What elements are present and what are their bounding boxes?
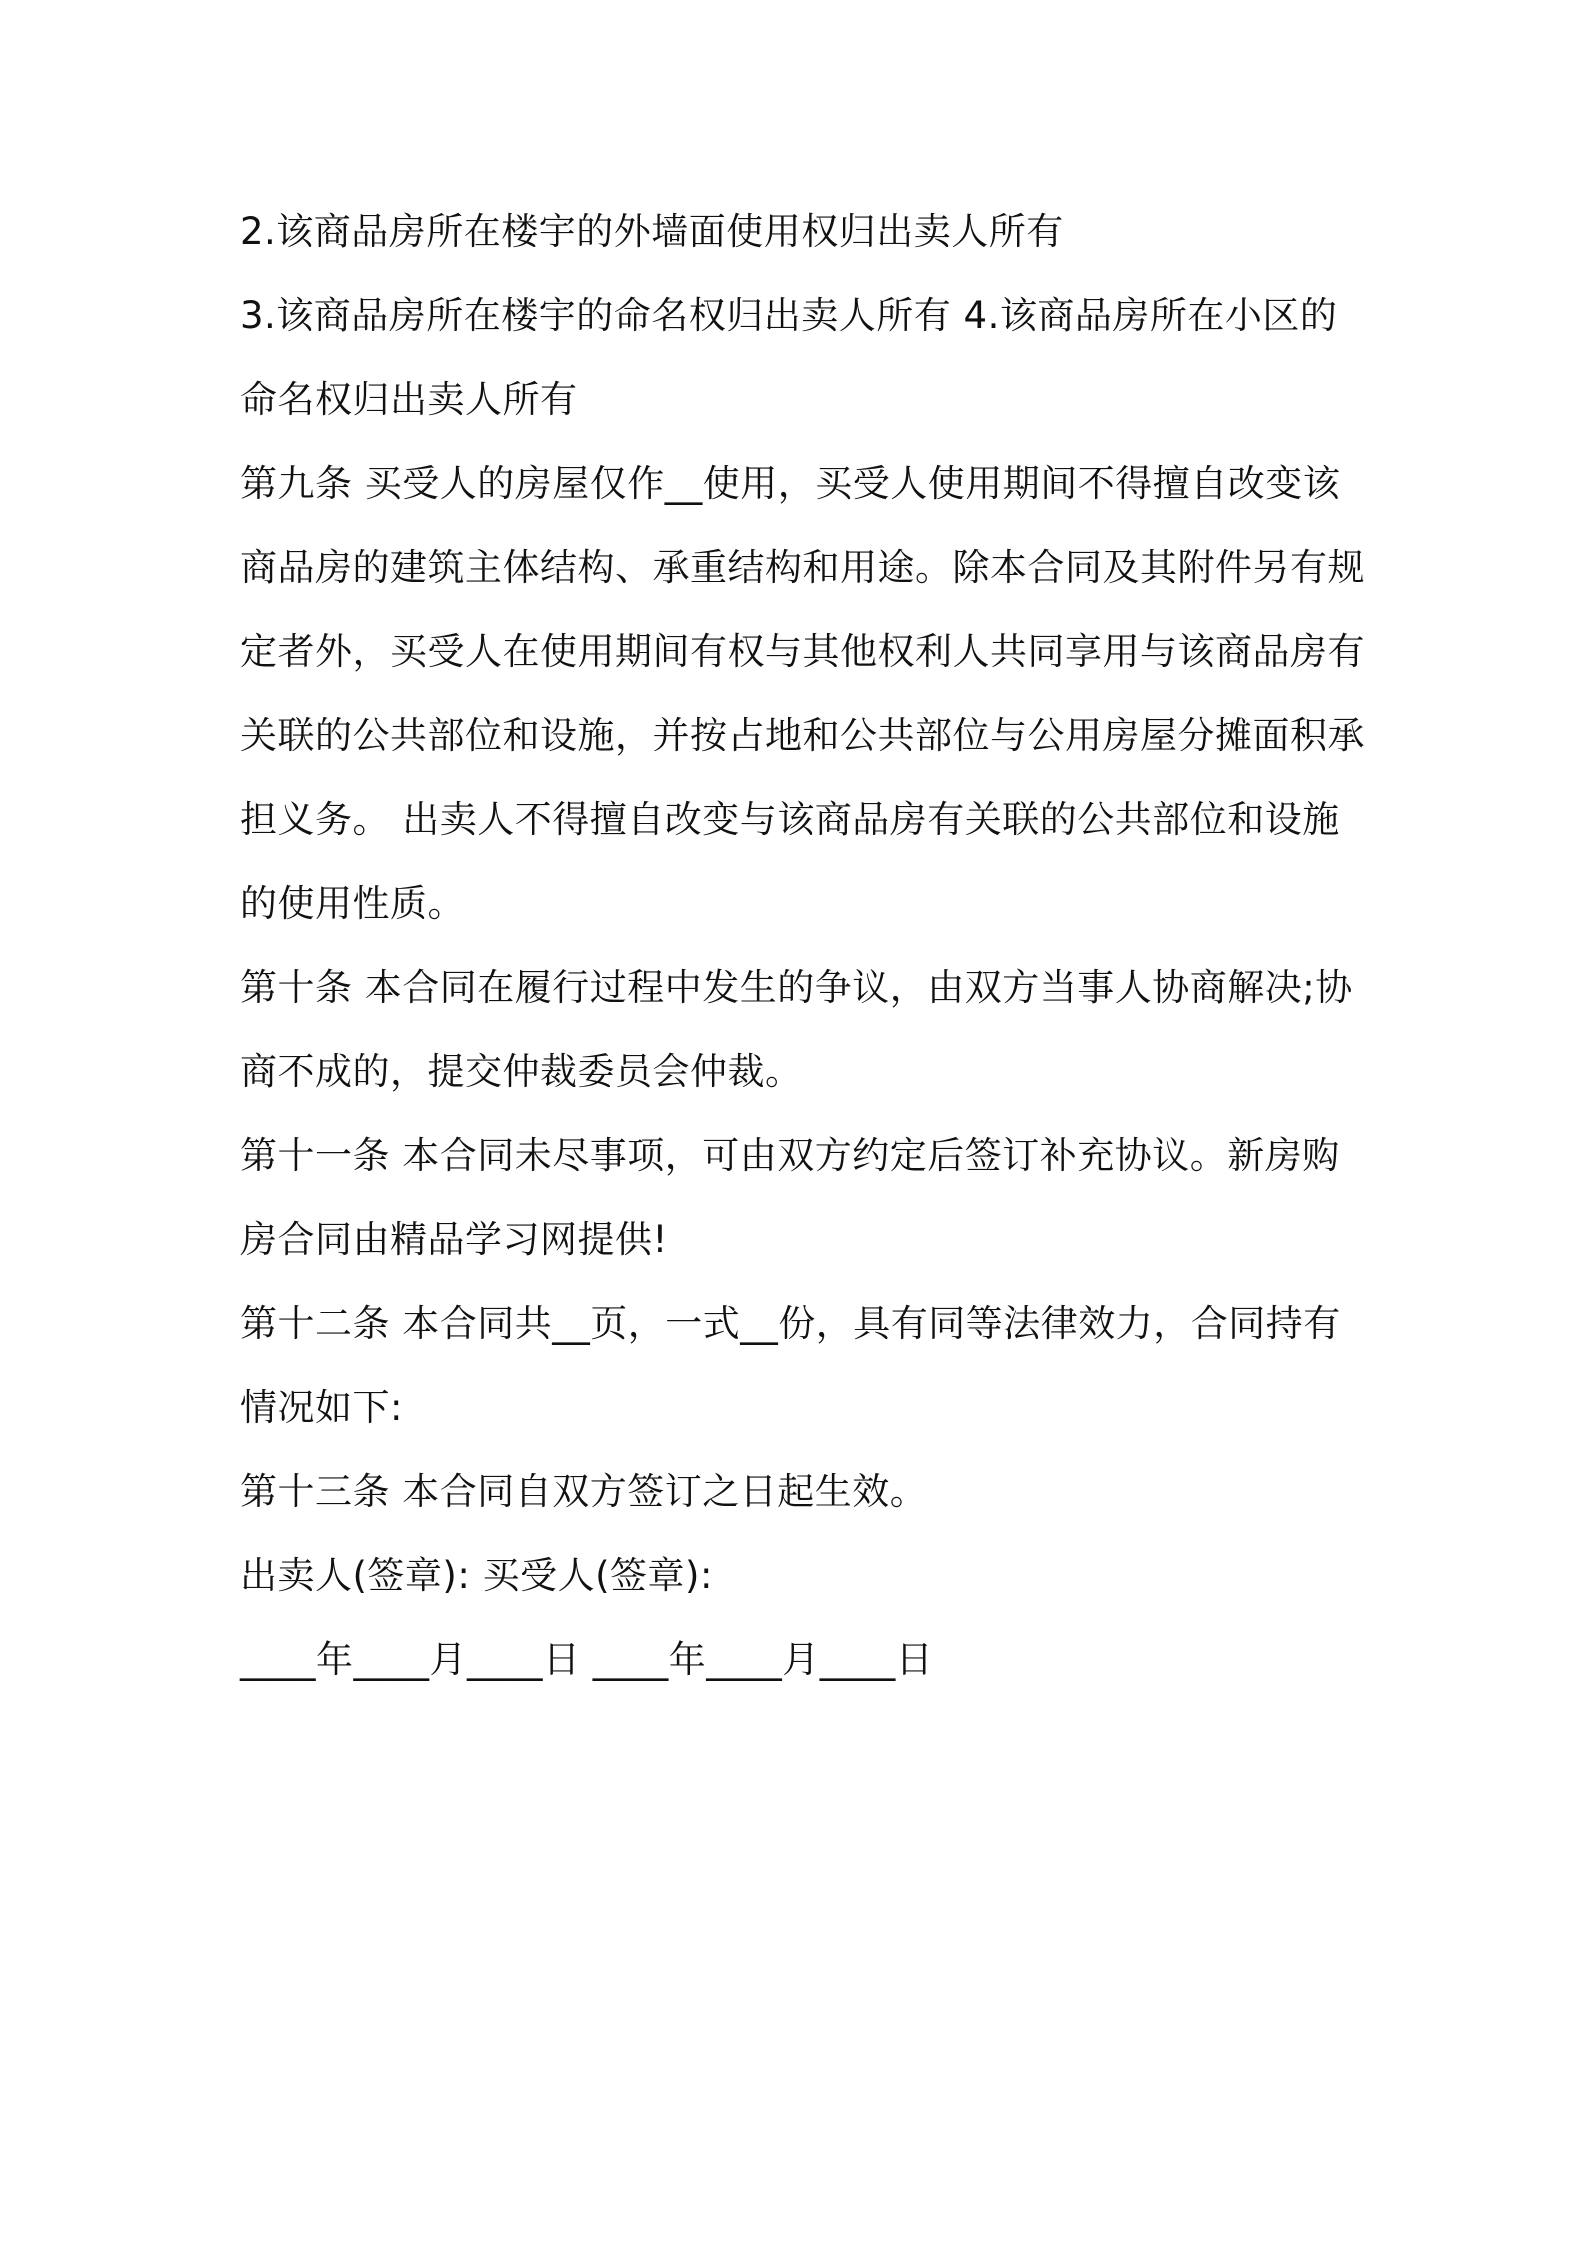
text-line: 3.该商品房所在楼宇的命名权归出卖人所有 4.该商品房所在小区的	[240, 294, 1338, 337]
signature-dates: ____年____月____日 ____年____月____日	[240, 1638, 934, 1681]
text-line: 关联的公共部位和设施，并按占地和公共部位与公用房屋分摊面积承	[240, 714, 1365, 757]
article-10-line: 第十条 本合同在履行过程中发生的争议，由双方当事人协商解决;协	[240, 966, 1353, 1009]
text-line: 商品房的建筑主体结构、承重结构和用途。除本合同及其附件另有规	[240, 546, 1365, 589]
article-9-line: 第九条 买受人的房屋仅作__使用，买受人使用期间不得擅自改变该	[240, 462, 1341, 505]
article-11-line: 第十一条 本合同未尽事项，可由双方约定后签订补充协议。新房购	[240, 1134, 1340, 1177]
article-12-line: 第十二条 本合同共__页，一式__份，具有同等法律效力，合同持有	[240, 1302, 1341, 1345]
text-line: 的使用性质。	[240, 882, 465, 925]
article-13-line: 第十三条 本合同自双方签订之日起生效。	[240, 1470, 928, 1513]
text-line: 定者外，买受人在使用期间有权与其他权利人共同享用与该商品房有	[240, 630, 1365, 673]
signature-labels: 出卖人(签章): 买受人(签章):	[240, 1554, 713, 1597]
text-line: 担义务。 出卖人不得擅自改变与该商品房有关联的公共部位和设施	[240, 798, 1340, 841]
document-body	[240, 190, 1365, 1702]
text-line: 商不成的，提交仲裁委员会仲裁。	[240, 1050, 803, 1093]
text-line: 命名权归出卖人所有	[240, 378, 578, 421]
text-line: 2.该商品房所在楼宇的外墙面使用权归出卖人所有	[240, 210, 1064, 253]
text-line: 房合同由精品学习网提供!	[240, 1218, 668, 1261]
text-line: 情况如下:	[240, 1386, 403, 1429]
